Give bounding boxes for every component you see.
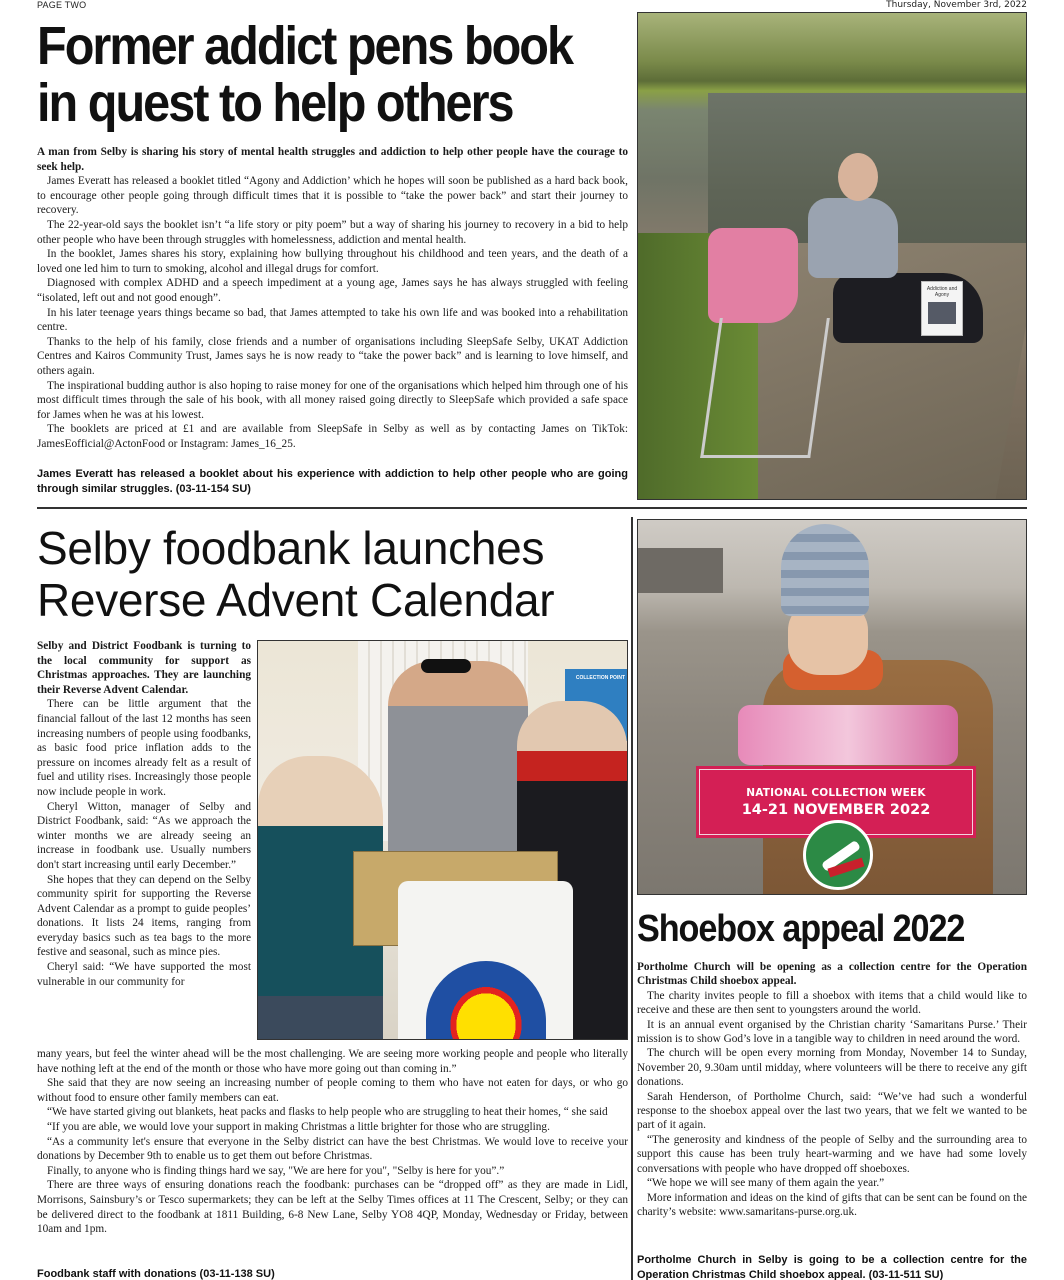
booklet-title: Addiction and Agony bbox=[926, 286, 958, 298]
story1-headline-line: Former addict pens book bbox=[37, 16, 573, 76]
story2-headline bbox=[37, 522, 627, 626]
story2-narrow-column bbox=[37, 639, 251, 989]
story2-caption: Foodbank staff with donations (03-11-138 SU) bbox=[37, 1268, 275, 1280]
story3-paragraph: More information and ideas on the kind of gifts that can be sent can be found on the charity’s website: www.samaritans-purse.org.uk. bbox=[637, 1191, 1027, 1218]
story2-wide-column bbox=[37, 1047, 628, 1237]
story3-paragraph: The church will be open every morning from Monday, November 14 to Sunday, November 20, 9.30am until midday, where volunteers will be there to receive any gift donations. bbox=[637, 1047, 1027, 1089]
banner-line1: NATIONAL COLLECTION WEEK bbox=[746, 786, 926, 799]
man-torso bbox=[808, 198, 898, 278]
poster-label: COLLECTION POINT bbox=[575, 675, 625, 681]
story1-body bbox=[37, 145, 628, 451]
eye-mask bbox=[421, 659, 471, 673]
story3-paragraph: Sarah Henderson, of Portholme Church, said: “We’ve had such a wonderful response to the shoebox appeal over the last two years, that we felt we wanted to be part of it again. bbox=[637, 1090, 1027, 1132]
story1-photo bbox=[637, 12, 1027, 500]
story3-paragraph: The charity invites people to fill a shoebox with items that a child would like to receive and these are then sent to youngsters around the world. bbox=[637, 989, 1027, 1017]
story3-lead: Portholme Church will be opening as a collection centre for the Operation Christmas Child shoebox appeal. bbox=[637, 961, 1027, 988]
background-hut bbox=[638, 548, 723, 593]
column-divider-vertical bbox=[631, 517, 633, 1280]
story1-caption: James Everatt has released a booklet about his experience with addiction to help other people who are going through similar struggles. (03-11-154 SU) bbox=[37, 468, 628, 495]
story2-headline-line: Reverse Advent Calendar bbox=[37, 574, 555, 626]
story2-paragraph: She said that they are now seeing an increasing number of people coming to them who have not eaten for days, or who go without food to ensure other family members can eat. bbox=[37, 1077, 628, 1104]
story1-headline bbox=[37, 16, 573, 133]
man-head bbox=[838, 153, 878, 201]
chair-legs bbox=[700, 318, 830, 458]
story1-paragraph: In the booklet, James shares his story, explaining how bullying throughout his childhood and teen years, and the death of a loved one led him to turn to smoking, alcohol and illegal drugs for comfort. bbox=[37, 248, 628, 275]
booklet bbox=[921, 281, 963, 336]
story1-paragraph: The 22-year-old says the booklet isn’t “a life story or pity poem” but a way of sharing his journey to recovery in a bid to help other people who have been through struggles with homelessness, addiction and mental health. bbox=[37, 218, 628, 246]
banner-line2: 14-21 NOVEMBER 2022 bbox=[741, 801, 931, 818]
story2-photo bbox=[257, 640, 628, 1040]
story1-paragraph: Diagnosed with complex ADHD and a speech impediment at a young age, James says he has always struggled with feeling “isolated, left out and not good enough”. bbox=[37, 277, 628, 304]
story1-paragraph: In his later teenage years things became so bad, that James attempted to take his own life and was booked into a rehabilitation centre. bbox=[37, 306, 628, 334]
samaritans-purse-logo-icon bbox=[803, 820, 873, 890]
story1-paragraph: The booklets are priced at £1 and are available from SleepSafe in Selby as well as by contacting James on TikTok: JamesEofficial@ActonFood or Instagram: James_16_25. bbox=[37, 423, 628, 450]
story2-paragraph: Cheryl Witton, manager of Selby and District Foodbank, said: “As we approach the winter months we are already seeing an increase in foodbank use. Usually numbers don't start increasing until early December.” bbox=[37, 800, 251, 871]
story3-paragraph: “We hope we will see many of them again the year.” bbox=[647, 1177, 885, 1190]
story1-lead: A man from Selby is sharing his story of mental health struggles and addiction to help other people have the courage to seek help. bbox=[37, 146, 628, 173]
shoebox-gifts bbox=[738, 705, 958, 765]
page-date: Thursday, November 3rd, 2022 bbox=[886, 0, 1027, 10]
story2-headline-line: Selby foodbank launches bbox=[37, 522, 545, 574]
story2-paragraph: There are three ways of ensuring donations reach the foodbank: purchases can be “dropped off” as they are made in Lidl, Morrisons, Sainsbury’s or Tesco supermarkets; they can be left at the Selby Times offices at 11 The Crescent, Selby; or they can be delivered direct to the foodbank at 1811 Building, 6-8 New Lane, Selby YO8 4QP, Monday, Wednesday or Friday, between 10am and 1pm. bbox=[37, 1179, 628, 1236]
story2-paragraph: many years, but feel the winter ahead will be the most challenging. We are seeing more working people and people who literally have nothing left at the end of the month or those who have more going out than coming in.” bbox=[37, 1048, 628, 1075]
story2-paragraph: Finally, to anyone who is finding things hard we say, "We are here for you", "Selby is here for you”.” bbox=[47, 1164, 505, 1177]
story3-paragraph: It is an annual event organised by the Christian charity ‘Samaritans Purse.’ Their mission is to show God’s love in a tangible way to children in need around the word. bbox=[637, 1018, 1027, 1046]
story2-paragraph: “If you are able, we would love your support in making Christmas a little brighter for those who are struggling. bbox=[47, 1120, 550, 1133]
story2-paragraph: Cheryl said: “We have supported the most vulnerable in our community for bbox=[37, 961, 251, 988]
story2-paragraph: “As a community let's ensure that everyone in the Selby district can have the best Christmas. We would love to receive your donations by December 9th to enable us to get them out before Christmas. bbox=[37, 1135, 628, 1163]
knitted-hat bbox=[781, 524, 869, 616]
story3-photo bbox=[637, 519, 1027, 895]
story3-caption: Portholme Church in Selby is going to be a collection centre for the Operation Christmas Child shoebox appeal. (03-11-511 SU) bbox=[637, 1254, 1027, 1280]
booklet-cover-image bbox=[928, 302, 956, 324]
story2-paragraph: She hopes that they can depend on the Selby community spirit for supporting the Reverse Advent Calendar as a prompt to guide peoples’ donations. It lists 24 items, ranging from everyday basics such as tea bags to the more festive and seasonal, such as mince pies. bbox=[37, 873, 251, 959]
story3-headline: Shoebox appeal 2022 bbox=[637, 908, 965, 950]
story2-paragraph: “We have started giving out blankets, heat packs and flasks to help people who are struggling to heat their homes, “ she said bbox=[47, 1106, 608, 1119]
story1-paragraph: The inspirational budding author is also hoping to raise money for one of the organisations which helped him through one of his most difficult times through the sale of his book, with all money raised going directly to SleepSafe which provided a safe space for James when he was at his lowest. bbox=[37, 379, 628, 421]
page-section-label: PAGE TWO bbox=[37, 0, 87, 10]
story3-paragraph: “The generosity and kindness of the people of Selby and the surrounding area to support this cause has been truly heart-warming and we have had some lovely conversations with people who have dropped off shoeboxes. bbox=[637, 1133, 1027, 1175]
story1-paragraph: James Everatt has released a booklet titled “Agony and Addiction’ which he hopes will soon be published as a hard back book, to encourage other people going through difficult times that it is possible to “take the power back” and start their journey to recovery. bbox=[37, 175, 628, 217]
story1-paragraph: Thanks to the help of his family, close friends and a number of organisations including SleepSafe Selby, UKAT Addiction Centres and Kairos Community Trust, James says he is now ready to “take the power back” and is learning to love himself, and others again. bbox=[37, 335, 628, 377]
pink-chair bbox=[708, 228, 798, 323]
story1-headline-line: in quest to help others bbox=[37, 73, 513, 133]
section-divider-horizontal bbox=[37, 507, 1027, 509]
story3-body bbox=[637, 960, 1027, 1219]
story2-lead: Selby and District Foodbank is turning to the local community for support as Christmas approaches. They are launching their Reverse Advent Calendar. bbox=[37, 640, 251, 696]
story2-paragraph: There can be little argument that the financial fallout of the last 12 months has seen increasing numbers of people using foodbanks, as basic food price inflation adds to the pressure on incomes already felt as a result of fuel and utility rises. Increasingly those people now include people in work. bbox=[37, 698, 251, 798]
